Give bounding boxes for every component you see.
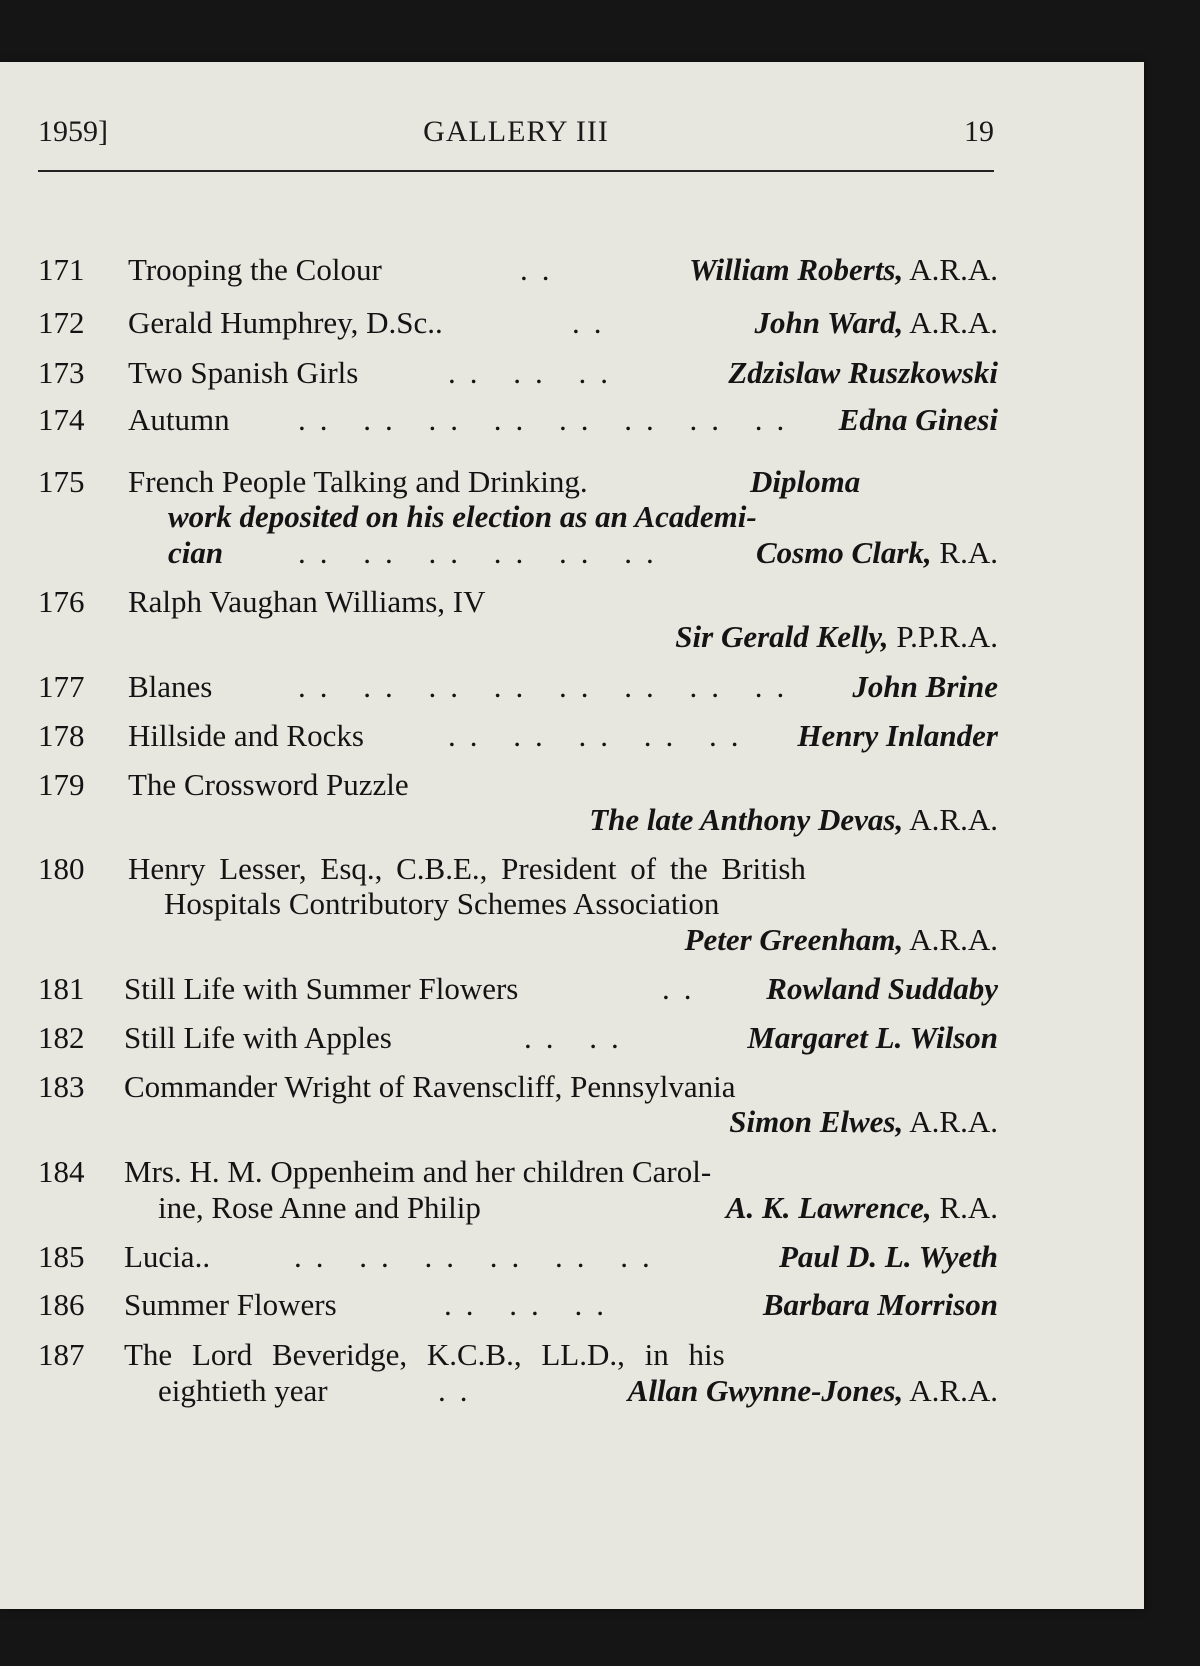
header-page-number: 19 bbox=[964, 115, 994, 148]
entry-178: Hillside and Rocks .. .. .. .. .. Henry Inlander bbox=[128, 716, 998, 756]
entry-artist: Edna Ginesi bbox=[838, 402, 998, 437]
entry-artist: Rowland Suddaby bbox=[766, 971, 998, 1006]
entry-174: Autumn .. .. .. .. .. .. .. .. Edna Ginesi bbox=[128, 400, 998, 440]
entry-artist: Barbara Morrison bbox=[762, 1287, 998, 1322]
entry-artist: Cosmo Clark, R.A. bbox=[755, 535, 998, 570]
entry-number: 178 bbox=[38, 718, 85, 753]
entry-artist: Simon Elwes, A.R.A. bbox=[729, 1104, 998, 1139]
entry-note: cian bbox=[168, 535, 224, 570]
entry-artist: The late Anthony Devas, A.R.A. bbox=[589, 802, 998, 837]
entry-title: Lucia.. bbox=[124, 1239, 211, 1274]
entry-175 bbox=[128, 462, 998, 502]
entry-182: Still Life with Apples .. .. Margaret L. Wilson bbox=[124, 1018, 998, 1058]
entry-number: 177 bbox=[38, 669, 85, 704]
entry-number: 187 bbox=[38, 1337, 85, 1372]
entry-186: Summer Flowers .. .. .. Barbara Morrison bbox=[124, 1285, 998, 1325]
entry-184-cont bbox=[158, 1188, 998, 1228]
entry-177: Blanes .. .. .. .. .. .. .. .. John Brine bbox=[128, 667, 998, 707]
entry-number: 185 bbox=[38, 1239, 85, 1274]
entry-title: Autumn bbox=[128, 402, 230, 437]
entry-172: Gerald Humphrey, D.Sc.. .. John Ward, A.R.A. bbox=[128, 303, 998, 343]
entry-title: Henry Lesser, Esq., C.B.E., President of the British bbox=[128, 851, 806, 886]
entry-title: Still Life with Summer Flowers bbox=[124, 971, 519, 1006]
entry-number: 183 bbox=[38, 1069, 85, 1104]
entry-number: 182 bbox=[38, 1020, 85, 1055]
entry-number: 181 bbox=[38, 971, 85, 1006]
entry-number: 180 bbox=[38, 851, 85, 886]
entry-number: 172 bbox=[38, 305, 85, 340]
entry-184 bbox=[124, 1152, 998, 1192]
entry-175-credit: cian .. .. .. .. .. .. Cosmo Clark, R.A. bbox=[128, 533, 998, 573]
header-title: GALLERY III bbox=[423, 115, 609, 148]
entry-171: Trooping the Colour .. William Roberts, A.R.A. bbox=[128, 250, 998, 290]
entry-artist: John Brine bbox=[852, 669, 998, 704]
entry-artist: Zdzislaw Ruszkowski bbox=[728, 355, 998, 390]
entry-title-cont: eightieth year bbox=[158, 1373, 328, 1408]
entry-183 bbox=[124, 1067, 998, 1107]
entry-title: Still Life with Apples bbox=[124, 1020, 392, 1055]
entry-175-note bbox=[168, 497, 1038, 537]
entry-title: Ralph Vaughan Williams, IV bbox=[128, 584, 486, 619]
entry-note: work deposited on his election as an Academi- bbox=[168, 499, 757, 534]
entry-number: 184 bbox=[38, 1154, 85, 1189]
entry-number: 176 bbox=[38, 584, 85, 619]
entry-note: Diploma bbox=[750, 464, 861, 499]
entry-artist: Paul D. L. Wyeth bbox=[778, 1239, 998, 1274]
entry-artist: Allan Gwynne-Jones, A.R.A. bbox=[627, 1373, 998, 1408]
entry-number: 171 bbox=[38, 252, 85, 287]
entry-title-cont: Hospitals Contributory Schemes Association bbox=[164, 886, 720, 921]
header-year: 1959] bbox=[38, 115, 108, 148]
entry-179 bbox=[128, 765, 998, 805]
entry-title: Blanes bbox=[128, 669, 213, 704]
entry-185: Lucia.. .. .. .. .. .. .. Paul D. L. Wyeth bbox=[124, 1237, 998, 1277]
entry-number: 175 bbox=[38, 464, 85, 499]
entry-number: 179 bbox=[38, 767, 85, 802]
entry-number: 186 bbox=[38, 1287, 85, 1322]
entry-176 bbox=[128, 582, 998, 622]
entry-title: Mrs. H. M. Oppenheim and her children Carol- bbox=[124, 1154, 712, 1189]
entry-183-credit bbox=[128, 1102, 998, 1142]
entry-title: Gerald Humphrey, D.Sc.. bbox=[128, 305, 443, 340]
entry-number: 174 bbox=[38, 402, 85, 437]
entry-180-cont bbox=[164, 884, 1034, 924]
entry-title: Trooping the Colour bbox=[128, 252, 382, 287]
entry-180-credit bbox=[128, 920, 998, 960]
entry-title: French People Talking and Drinking. bbox=[128, 464, 588, 499]
entry-title: Two Spanish Girls bbox=[128, 355, 359, 390]
entry-title: The Crossword Puzzle bbox=[128, 767, 409, 802]
entry-number: 173 bbox=[38, 355, 85, 390]
entry-title: The Lord Beveridge, K.C.B., LL.D., in his bbox=[124, 1337, 725, 1372]
entry-173: Two Spanish Girls .. .. .. Zdzislaw Ruszkowski bbox=[128, 353, 998, 393]
entry-artist: Sir Gerald Kelly, P.P.R.A. bbox=[675, 619, 998, 654]
entry-artist: Peter Greenham, A.R.A. bbox=[684, 922, 998, 957]
entry-181: Still Life with Summer Flowers .. Rowland Suddaby bbox=[124, 969, 998, 1009]
entry-title: Summer Flowers bbox=[124, 1287, 337, 1322]
entry-title-cont: ine, Rose Anne and Philip bbox=[158, 1190, 481, 1225]
entry-title: Commander Wright of Ravenscliff, Pennsylvania bbox=[124, 1069, 736, 1104]
entry-artist: Margaret L. Wilson bbox=[747, 1020, 998, 1055]
entry-artist: William Roberts, A.R.A. bbox=[689, 252, 998, 287]
entry-187 bbox=[124, 1335, 998, 1375]
entry-artist: Henry Inlander bbox=[797, 718, 998, 753]
entry-176-credit bbox=[128, 617, 998, 657]
entry-artist: A. K. Lawrence, R.A. bbox=[725, 1190, 998, 1225]
entry-180 bbox=[128, 849, 998, 889]
entry-title: Hillside and Rocks bbox=[128, 718, 364, 753]
entry-artist: John Ward, A.R.A. bbox=[754, 305, 998, 340]
entry-187-cont: eightieth year .. Allan Gwynne-Jones, A.R.A. bbox=[158, 1371, 998, 1411]
entry-179-credit bbox=[128, 800, 998, 840]
